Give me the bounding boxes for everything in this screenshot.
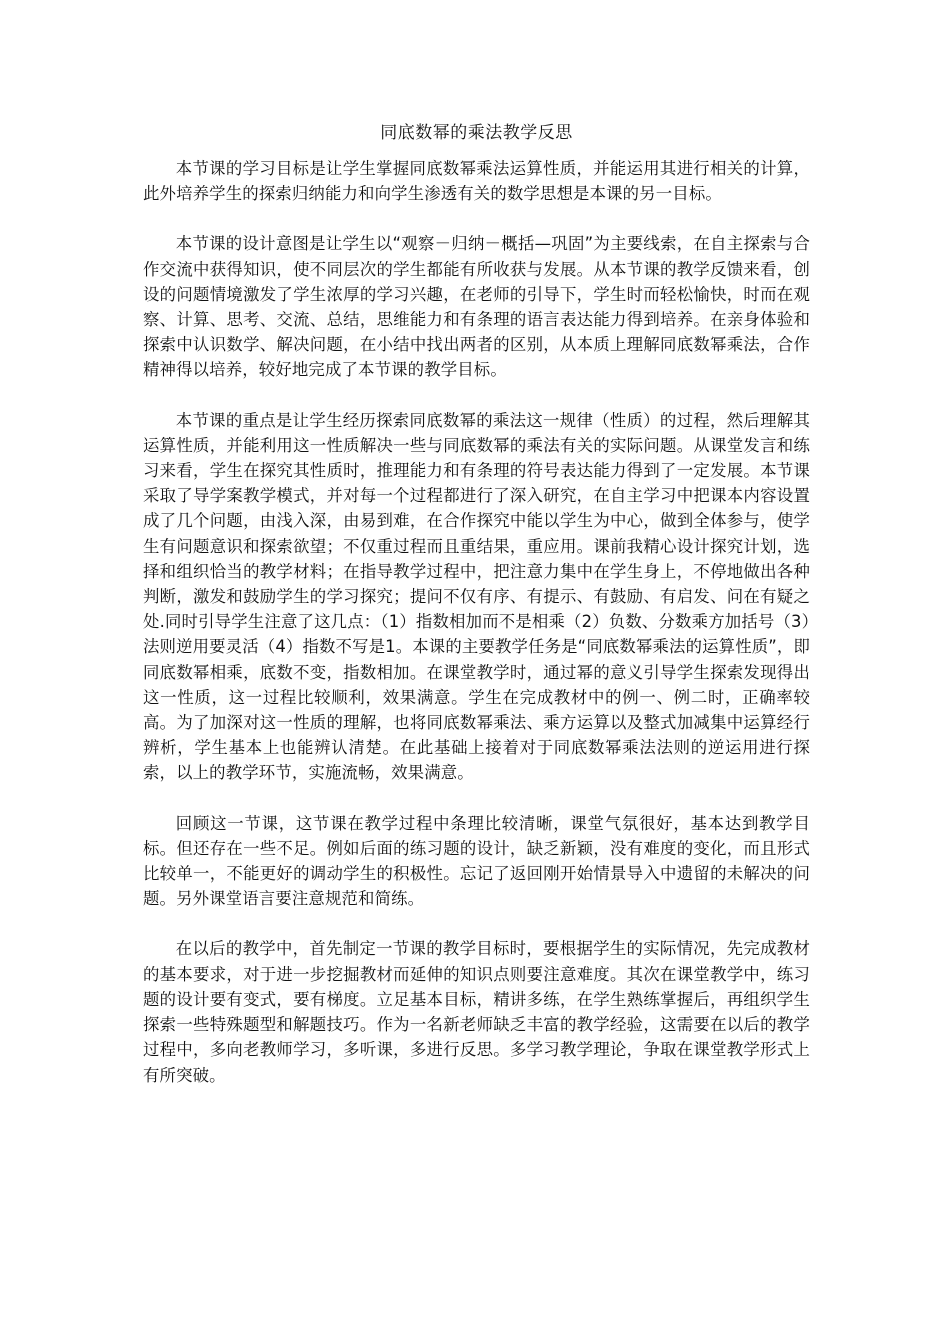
paragraph-objectives: 本节课的学习目标是让学生掌握同底数幂乘法运算性质，并能运用其进行相关的计算，此外培养学生的探索归纳能力和向学生渗透有关的数学思想是本课的另一目标。	[143, 159, 810, 204]
document-title: 同底数幂的乘法教学反思	[380, 123, 573, 143]
paragraph-key-points: 本节课的重点是让学生经历探索同底数幂的乘法这一规律（性质）的过程，然后理解其运算性质，并能利用这一性质解决一些与同底数幂的乘法有关的实际问题。从课堂发言和练习来看，学生在探究其性质时，推理能力和有条理的符号表达能力得到了一定发展。本节课采取了导学案教学模式，并对每一个过程都进行了深入研究，在自主学习中把课本内容设置成了几个问题，由浅入深，由易到难，在合作探究中能以学生为中心，做到全体参与，使学生有问题意识和探索欲望；不仅重过程而且重结果，重应用。课前我精心设计探究计划，选择和组织恰当的教学材料；在指导教学过程中，把注意力集中在学生身上，不停地做出各种判断，激发和鼓励学生的学习探究；提问不仅有序、有提示、有鼓励、有启发、问在有疑之处.同时引导学生注意了这几点：（1）指数相加而不是相乘（2）负数、分数乘方加括号（3）法则逆用要灵活（4）指数不写是1。本课的主要教学任务是“同底数幂乘法的运算性质”，即同底数幂相乘，底数不变，指数相加。在课堂教学时，通过幂的意义引导学生探索发现得出这一性质，这一过程比较顺利，效果满意。学生在完成教材中的例一、例二时，正确率较高。为了加深对这一性质的理解，也将同底数幂乘法、乘方运算以及整式加减集中运算经行辨析，学生基本上也能辨认清楚。在此基础上接着对于同底数幂乘法法则的逆运用进行探索，以上的教学环节，实施流畅，效果满意。	[143, 410, 810, 783]
paragraph-design-intent: 本节课的设计意图是让学生以“观察－归纳－概括—巩固”为主要线索，在自主探索与合作交流中获得知识，使不同层次的学生都能有所收获与发展。从本节课的教学反馈来看，创设的问题情境激发了学生浓厚的学习兴趣，在老师的引导下，学生时而轻松愉快，时而在观察、计算、思考、交流、总结，思维能力和有条理的语言表达能力得到培养。在亲身体验和探索中认识数学、解决问题，在小结中找出两者的区别，从本质上理解同底数幂乘法，合作精神得以培养，较好地完成了本节课的教学目标。	[143, 234, 810, 380]
paragraph-future-plan: 在以后的教学中，首先制定一节课的教学目标时，要根据学生的实际情况，先完成教材的基本要求，对于进一步挖掘教材而延伸的知识点则要注意难度。其次在课堂教学中，练习题的设计要有变式，要有梯度。立足基本目标，精讲多练，在学生熟练掌握后，再组织学生探索一些特殊题型和解题技巧。作为一名新老师缺乏丰富的教学经验，这需要在以后的教学过程中，多向老教师学习，多听课，多进行反思。多学习教学理论，争取在课堂教学形式上有所突破。	[143, 939, 810, 1085]
paragraph-review: 回顾这一节课，这节课在教学过程中条理比较清晰，课堂气氛很好，基本达到教学目标。但还存在一些不足。例如后面的练习题的设计，缺乏新颖，没有难度的变化，而且形式比较单一，不能更好的调动学生的积极性。忘记了返回刚开始情景导入中遗留的未解决的问题。另外课堂语言要注意规范和简练。	[143, 813, 810, 909]
